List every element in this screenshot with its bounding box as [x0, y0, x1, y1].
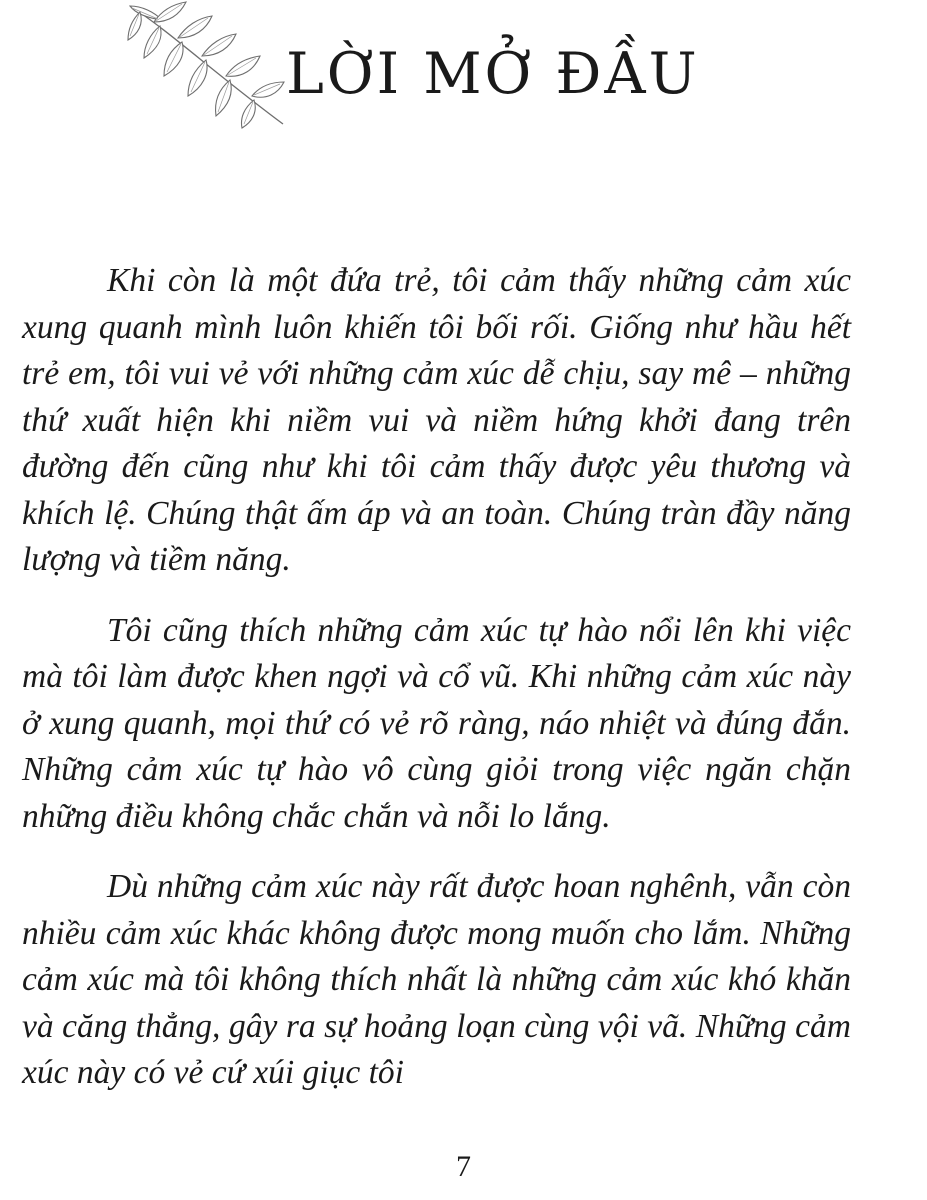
- leaf-branch-icon: [118, 0, 293, 130]
- paragraph-1: Khi còn là một đứa trẻ, tôi cảm thấy những cảm xúc xung quanh mình luôn khiến tôi bối rối. Giống như hầu hết trẻ em, tôi vui vẻ với những cảm xúc dễ chịu, say mê – những thứ xuất hiện khi niềm vui và niềm hứng khởi đang trên đường đến cũng như khi tôi cảm thấy được yêu thương và khích lệ. Chúng thật ấm áp và an toàn. Chúng tràn đầy năng lượng và tiềm năng.: [22, 262, 851, 578]
- paragraph-3: Dù những cảm xúc này rất được hoan nghênh, vẫn còn nhiều cảm xúc khác không được mong muốn cho lắm. Những cảm xúc mà tôi không thích nhất là những cảm xúc khó khăn và căng thẳng, gây ra sự hoảng loạn cùng vội vã. Những cảm xúc này có vẻ cứ xúi giục tôi: [22, 868, 851, 1091]
- chapter-header: [0, 0, 927, 140]
- body-text: [22, 258, 851, 1121]
- page-number: 7: [456, 1150, 471, 1183]
- paragraph-2: Tôi cũng thích những cảm xúc tự hào nổi lên khi việc mà tôi làm được khen ngợi và cổ vũ. Khi những cảm xúc này ở xung quanh, mọi thứ có vẻ rõ ràng, náo nhiệt và đúng đắn. Những cảm xúc tự hào vô cùng giỏi trong việc ngăn chặn những điều không chắc chắn và nỗi lo lắng.: [22, 611, 851, 835]
- chapter-title: LỜI MỞ ĐẦU: [286, 41, 700, 107]
